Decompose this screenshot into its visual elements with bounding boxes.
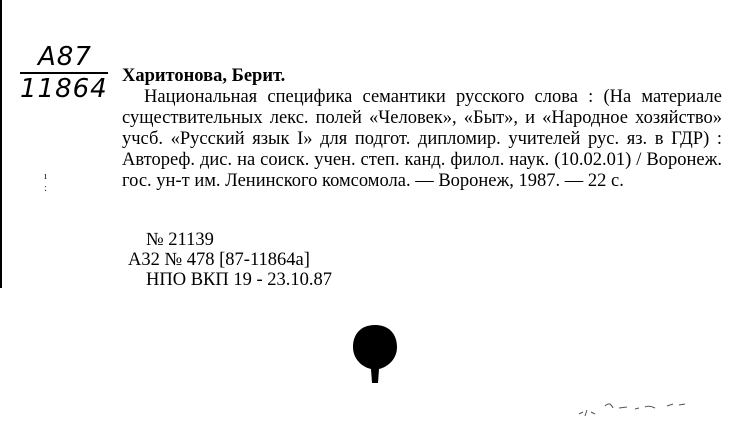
call-number xyxy=(20,42,108,104)
bibliographic-entry xyxy=(122,66,722,192)
npo-stamp-line: НПО ВКП 19 - 23.10.87 xyxy=(146,270,333,290)
accession-number: № 21139 xyxy=(146,230,214,250)
punch-hole-icon xyxy=(352,323,398,385)
bibliographic-description: Национальная специфика семантики русского слова : (На материале существительных лекс. полей «Человек», «Быт», и «Народное хозяйство» учсб. «Русский язык I» для подгот. дипломир. учителей рус. яз. в ГДР) : Автореф. дис. на соиск. учен. степ. канд. филол. наук. (10.02.01) / Воронеж. гос. ун-т им. Ленинского комсомола. — Воронеж, 1987. — 22 с. xyxy=(122,87,722,191)
margin-marks: ı : xyxy=(44,170,48,194)
author-heading: Харитонова, Берит. xyxy=(122,66,286,86)
handwritten-scribble xyxy=(575,392,695,422)
inventory-number: 11864 xyxy=(20,74,108,104)
holdings-block xyxy=(128,230,332,290)
card-left-edge xyxy=(0,0,2,288)
shelf-mark: A87 xyxy=(20,42,108,74)
registry-number: А32 № 478 [87-11864а] xyxy=(128,250,310,270)
